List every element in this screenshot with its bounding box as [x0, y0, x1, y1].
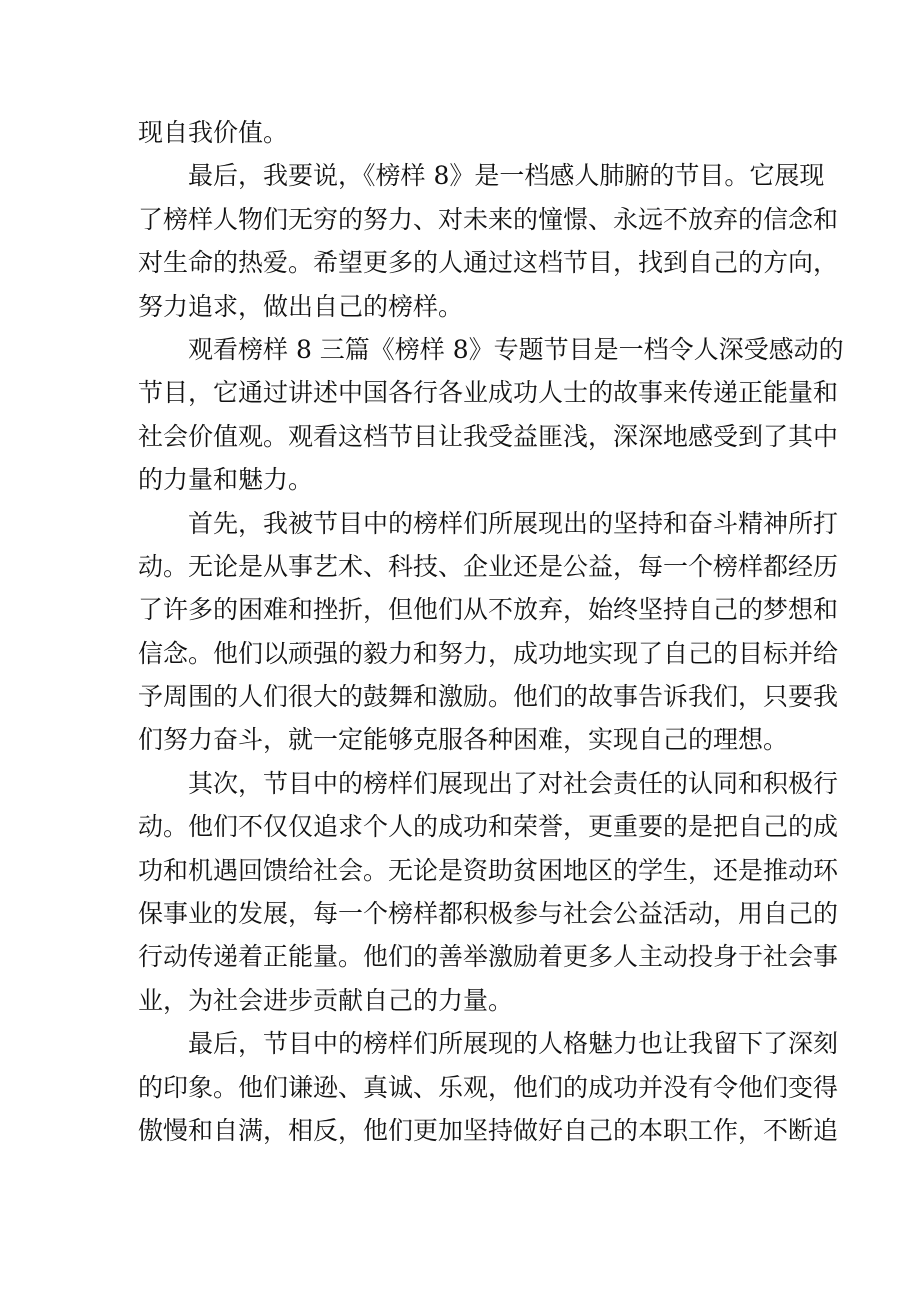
text-line: 保事业的发展，每一个榜样都积极参与社会公益活动，用自己的	[138, 899, 839, 929]
text-line: 节目，它通过讲述中国各行各业成功人士的故事来传递正能量和	[138, 378, 839, 408]
text-line: 的力量和魅力。	[138, 465, 314, 495]
text-line: 功和机遇回馈给社会。无论是资助贫困地区的学生，还是推动环	[138, 855, 839, 885]
text-line: 社会价值观。观看这档节目让我受益匪浅，深深地感受到了其中	[138, 421, 839, 451]
text-line: 予周围的人们很大的鼓舞和激励。他们的故事告诉我们，只要我	[138, 682, 839, 712]
text-line: 动。他们不仅仅追求个人的成功和荣誉，更重要的是把自己的成	[138, 812, 839, 842]
text-line: 首先，我被节目中的榜样们所展现出的坚持和奋斗精神所打	[188, 508, 839, 538]
text-line: 最后，我要说，《榜样 8》是一档感人肺腑的节目。它展现	[188, 161, 825, 191]
text-line: 信念。他们以顽强的毅力和努力，成功地实现了自己的目标并给	[138, 638, 839, 668]
text-line: 观看榜样 8 三篇《榜样 8》专题节目是一档令人深受感动的	[188, 334, 844, 364]
text-line: 业，为社会进步贡献自己的力量。	[138, 985, 514, 1015]
body-text	[138, 111, 844, 1152]
text-line: 们努力奋斗，就一定能够克服各种困难，实现自己的理想。	[138, 725, 789, 755]
text-line: 了许多的困难和挫折，但他们从不放弃，始终坚持自己的梦想和	[138, 595, 839, 625]
text-line: 努力追求，做出自己的榜样。	[138, 291, 464, 321]
text-line: 现自我价值。	[138, 118, 289, 147]
text-line: 行动传递着正能量。他们的善举激励着更多人主动投身于社会事	[138, 942, 839, 972]
text-line: 了榜样人物们无穷的努力、对未来的憧憬、永远不放弃的信念和	[138, 204, 839, 234]
text-line: 最后，节目中的榜样们所展现的人格魅力也让我留下了深刻	[188, 1029, 839, 1059]
text-line: 动。无论是从事艺术、科技、企业还是公益，每一个榜样都经历	[138, 551, 839, 581]
text-line: 傲慢和自满，相反，他们更加坚持做好自己的本职工作，不断追	[138, 1115, 839, 1145]
text-line: 的印象。他们谦逊、真诚、乐观，他们的成功并没有令他们变得	[138, 1072, 839, 1102]
text-line: 对生命的热爱。希望更多的人通过这档节目，找到自己的方向，	[138, 248, 839, 278]
text-line: 其次，节目中的榜样们展现出了对社会责任的认同和积极行	[188, 768, 839, 798]
